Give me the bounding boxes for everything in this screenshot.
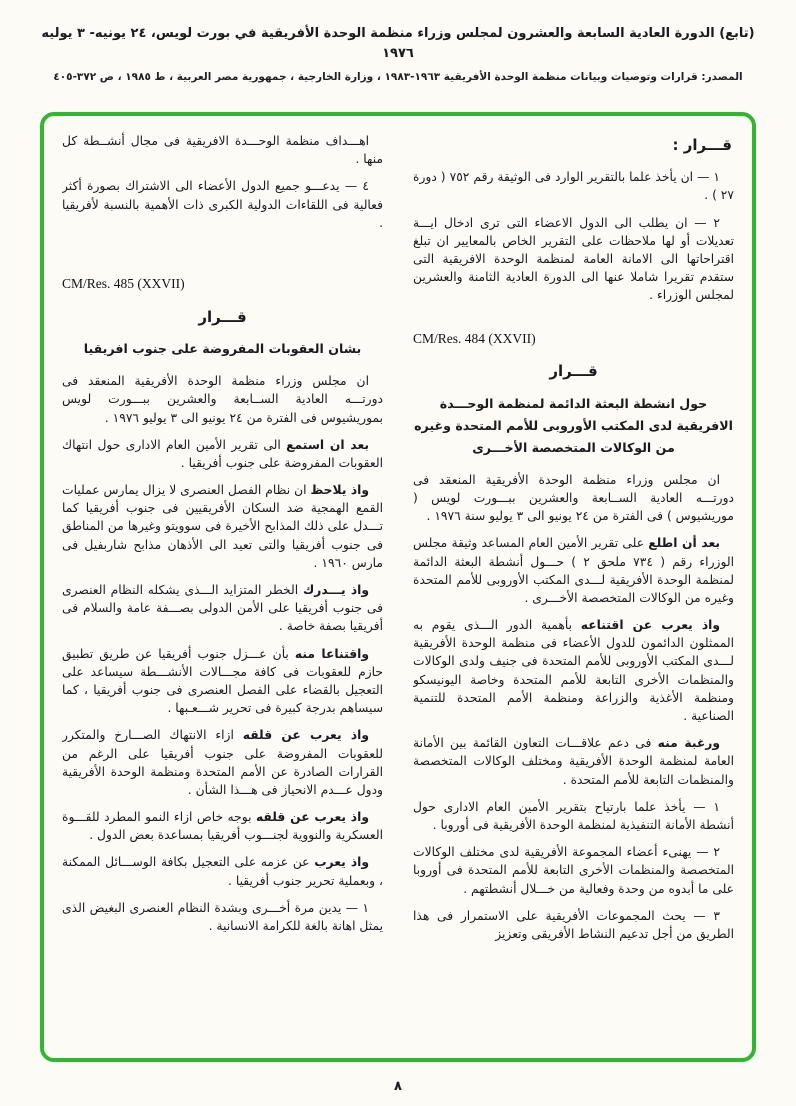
paragraph: ان مجلس وزراء منظمة الوحدة الأفريقية المنعقد فى دورتـــه العادية الســابعة والعشرين ببـــورت لويس بموريشيوس فى الفترة من ٢٤ يونيو الى ٣ يوليو ١٩٧٦ .: [62, 374, 383, 425]
paragraph-lead: واذ يعرب عن قلقه: [242, 728, 369, 743]
paragraph: [62, 726, 383, 799]
paragraph-lead: واذ يعرب عن اقتناعه: [580, 618, 721, 633]
paragraph-lead: واذ يلاحظ: [310, 483, 369, 498]
paragraph: [62, 853, 383, 889]
paragraph-lead: واذ يعرب عن قلقه: [255, 810, 369, 825]
paragraph: [62, 481, 383, 572]
paragraph-lead: بعد أن اطلع: [648, 536, 721, 551]
page-number: ٨: [394, 1079, 402, 1094]
paragraph: ١ — يأخذ علما بارتياح بتقرير الأمين العام الادارى حول أنشطة الأمانة التنفيذية لمنظمة الوحدة الأفريقية فى أوروبا .: [413, 799, 734, 832]
header-source-line: المصدر: قرارات وتوصيات وبيانات منظمة الوحدة الأفريقية ١٩٦٣-١٩٨٣ ، وزارة الخارجية ، جمهورية مصر العربية ، ط ١٩٨٥ ، ص ٣٧٢-٤٠٥: [53, 71, 743, 83]
paragraph-text: الى تقرير الأمين العام الادارى حول انتهاك العقوبات المفروضة على جنوب أفريقيا .: [62, 437, 383, 470]
column-right: [413, 132, 734, 1048]
paragraph-text: على تقرير الأمين العام المساعد وثيقة مجلس الوزراء رقم ( ٧٣٤ ملحق ٢ ) حـــول أنشطة البعثة الدائمة لمنظمة الوحدة الأفريقية لـــدى المكتب الأوروبى للأمم المتحدة وغيره من الوكالات المتخصصة الأخـــرى .: [413, 536, 734, 605]
resolution-title: قـــرار: [198, 307, 247, 326]
paragraph: ٤ — يدعـــو جميع الدول الأعضاء الى الاشتراك بصورة أكثر فعالية فى اللقاءات الدولية الكبرى ذات الأهمية بالنسبة لأفريقيا .: [62, 179, 383, 230]
paragraph-text: الخطر المتزايد الـــذى يشكله النظام العنصرى فى جنوب أفريقيا على الأمن الدولى بصـــفة عامة والسلام فى أفريقيا بصفة خاصة .: [62, 583, 383, 634]
paragraph: ١ — يدين مرة أخـــرى وبشدة النظام العنصرى البغيض الذى يمثل اهانة بالغة للكرامة الانسانية .: [62, 900, 383, 933]
paragraph: ان مجلس وزراء منظمة الوحدة الأفريقية المنعقد فى دورتـــه العادية الســابعة والعشرين ببـــورت لويس ( موريشيوس ) فى الفترة من ٢٤ يونيو الى ٣ يوليو سنة ١٩٧٦ .: [413, 472, 734, 524]
resolution-reference: CM/Res. 485 (XXVII): [62, 275, 185, 291]
paragraph: [413, 534, 734, 607]
paragraph-lead: ورغبة منه: [657, 736, 720, 751]
paragraph-text: ان نظام الفصل العنصرى لا يزال يمارس عمليات القمع الهمجية ضد السكان الأفريقيين فى جنوب أفريقيا كما تـــدل على ذلك المذابح الأخيرة فى سوويتو وغيرها من المناطق فى جنوب أفريقيا والتى تعيد الى الأذهان مذابح شاربفيل فى مارس ١٩٦٠ .: [62, 483, 383, 570]
paragraph-text: فى دعم علاقـــات التعاون القائمة بين الأمانة العامة لمنظمة الوحدة الأفريقية ومختلف الوكالات المتخصصة والمنظمات التابعة للأمم المتحدة .: [413, 736, 734, 787]
paragraph: [413, 616, 734, 725]
resolution-title: قـــرار: [549, 362, 598, 381]
paragraph-text: بوجه خاص ازاء النمو المطرد للقـــوة العسكرية والنووية لجنـــوب أفريقيا بمساعدة بعض الدول .: [62, 810, 383, 843]
resolution-label: قـــرار :: [672, 136, 732, 154]
paragraph: [413, 734, 734, 789]
paragraph-text: عن عزمه على التعجيل بكافة الوســـائل الممكنة ، وبعملية تحرير جنوب أفريقيا .: [62, 855, 383, 888]
two-column-text: [62, 132, 734, 1048]
resolution-subtitle: بشان العقوبات المفروضة على جنوب افريقيا: [83, 341, 362, 357]
header-session-title: (تابع) الدورة العادية السابعة والعشرون لمجلس وزراء منظمة الوحدة الأفريقية في بورت لويس، ٢٤ يونيه- ٣ يوليه ١٩٧٦: [41, 26, 755, 61]
paragraph: [62, 436, 383, 472]
paragraph-lead: واقتناعا منه: [294, 646, 369, 661]
paragraph-lead: بعد ان استمع: [286, 437, 370, 452]
paragraph: ١ — ان يأخذ علما بالتقرير الوارد فى الوثيقة رقم ٧٥٢ ( دورة ٢٧ ) .: [413, 170, 734, 203]
paragraph: [62, 645, 383, 718]
paragraph-text: ازاء الانتهاك الصـــارخ والمتكرر للعقوبات المفروضة على جنوب أفريقيا على الرغم من القرارات الصادرة عن الأمم المتحدة ومنظمة الوحدة الأفريقية ودول عـــدم الانحياز فى هـــذا الشأن .: [62, 728, 383, 797]
paragraph-text: بأن عـــزل جنوب أفريقيا عن طريق تطبيق حازم للعقوبات فى كافة مجـــالات الأنشـــطة سيساعد على التعجيل بالقضاء على الفصل العنصرى فى جنوب أفريقيا ، كما سيساهم بدرجة كبيرة فى تحرير شـــعـبها .: [62, 646, 383, 716]
resolution-subtitle: حول انشطة البعثة الدائمة لمنظمة الوحـــدة الافريقية لدى المكتب الأوروبى للأمم المتحدة وغيره من الوكالات المتخصصة الأخـــرى: [414, 395, 733, 455]
resolution-reference: CM/Res. 484 (XXVII): [413, 330, 536, 346]
paragraph: ٢ — يهنىء أعضاء المجموعة الأفريقية لدى مختلف الوكالات المتخصصة والمنظمات الأخرى التابعة للأمم المتحدة فى أوروبا على ما أبدوه من وحدة وفعالية من خـــلال أنشطتهم .: [413, 845, 734, 896]
paragraph: اهـــداف منظمة الوحـــدة الافريقية فى مجال أنشــطة كل منها .: [62, 134, 383, 167]
column-left: [62, 132, 383, 1048]
green-highlight-frame: [40, 112, 756, 1062]
paragraph: ٣ — يحث المجموعات الأفريقية على الاستمرار فى هذا الطريق من أجل تدعيم النشاط الأفريقى وتعزيز: [413, 908, 734, 941]
paragraph-lead: واذ يعرب: [314, 855, 369, 870]
paragraph: ٢ — ان يطلب الى الدول الاعضاء التى ترى ادخال ايـــة تعديلات أو لها ملاحظات على التقرير الخاص بالمعايير ان تبلغ اقتراحاتها الى الامانة العامة لمنظمة الوحدة الافريقية التى ستقدم تقريرا شاملا عنها الى الدورة العادية الثامنة والعشرين لمجلس الوزراء .: [413, 215, 734, 303]
paragraph-lead: واذ يـــدرك: [302, 583, 369, 597]
paragraph: [62, 581, 383, 636]
paragraph-text: بأهمية الدور الـــذى يقوم به الممثلون الدائمون للدول الأعضاء فى منظمة الوحدة الأفريقية لـــدى المكتب الأوروبى للأمم المتحدة فى جنيف ولدى الوكالات والمنظمات الأخرى التابعة للأمم المتحدة وخاصة اليونيسكو ومنظمة الأغذية والزراعة ومنظمة الأمم المتحدة للتنمية الصناعية .: [413, 618, 734, 723]
page-header: [0, 0, 796, 86]
paragraph: [62, 808, 383, 844]
